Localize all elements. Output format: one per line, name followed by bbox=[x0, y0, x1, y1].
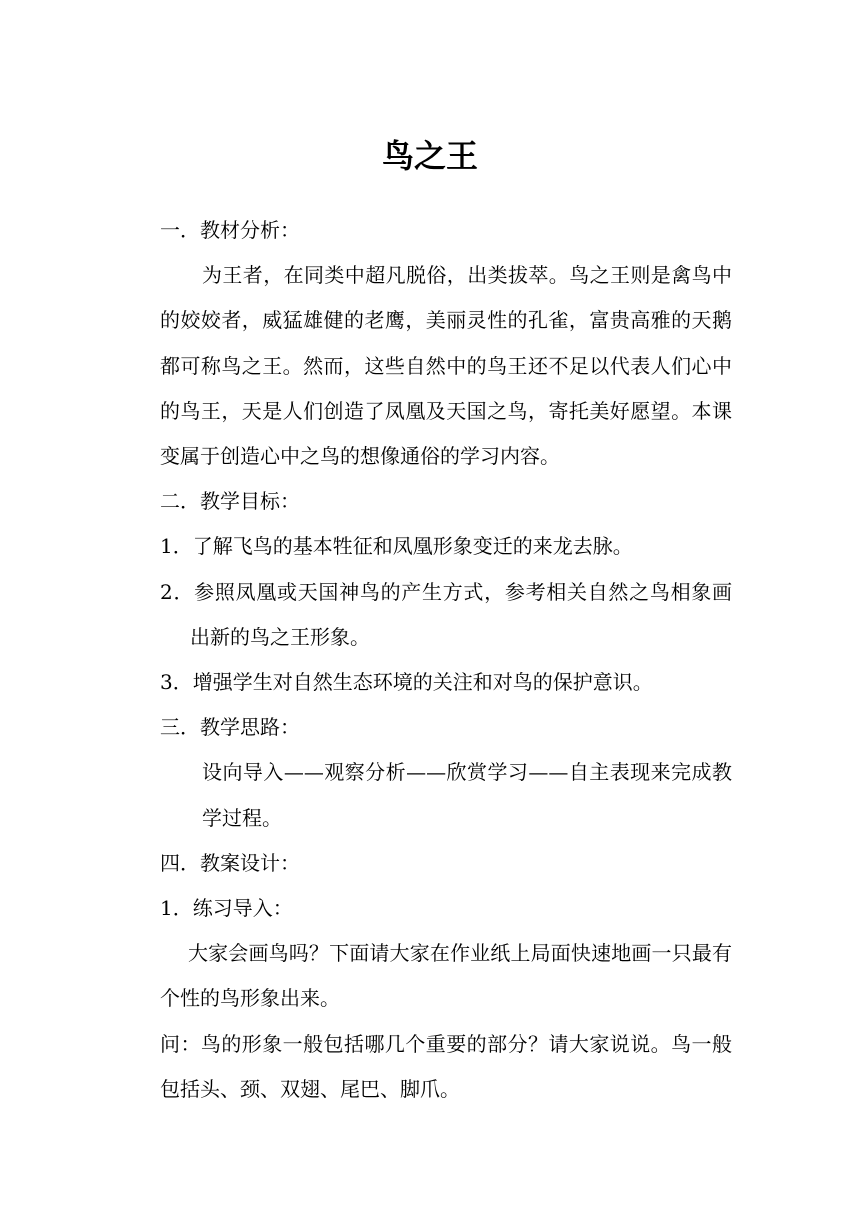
design-paragraph-2: 问：鸟的形象一般包括哪几个重要的部分？请大家说说。鸟一般包括头、颈、双翅、尾巴、脚爪。 bbox=[160, 1031, 732, 1101]
analysis-paragraph: 为王者，在同类中超凡脱俗，出类拔萃。鸟之王则是禽鸟中的姣姣者，威猛雄健的老鹰，美丽灵性的孔雀，富贵高雅的天鹅都可称鸟之王。然而，这些自然中的鸟王还不足以代表人们心中的鸟王，天是人们创造了凤凰及天国之鸟，寄托美好愿望。本课变属于创造心中之鸟的想像通俗的学习内容。 bbox=[160, 263, 732, 469]
section-heading-goals: 二．教学目标： bbox=[160, 489, 300, 514]
section-heading-analysis: 一．教材分析： bbox=[160, 218, 300, 242]
page-title: 鸟之王 bbox=[381, 137, 478, 175]
approach-paragraph: 设向导入——观察分析——欣赏学习——自主表现来完成教学过程。 bbox=[202, 760, 732, 830]
goal-item-2: 2．参照凤凰或天国神鸟的产生方式，参考相关自然之鸟相象画出新的鸟之王形象。 bbox=[160, 579, 732, 649]
section-heading-design: 四．教案设计： bbox=[160, 850, 300, 875]
goal-item-1: 1．了解飞鸟的基本牲征和凤凰形象变迁的来龙去脉。 bbox=[160, 534, 633, 559]
design-paragraph-1: 大家会画鸟吗？下面请大家在作业纸上局面快速地画一只最有个性的鸟形象出来。 bbox=[160, 941, 732, 1011]
document-body bbox=[160, 208, 732, 1112]
design-subheading-1: 1．练习导入： bbox=[160, 896, 293, 921]
goal-item-3: 3．增强学生对自然生态环境的关注和对鸟的保护意识。 bbox=[160, 670, 653, 695]
section-heading-approach: 三．教学思路： bbox=[160, 715, 300, 740]
